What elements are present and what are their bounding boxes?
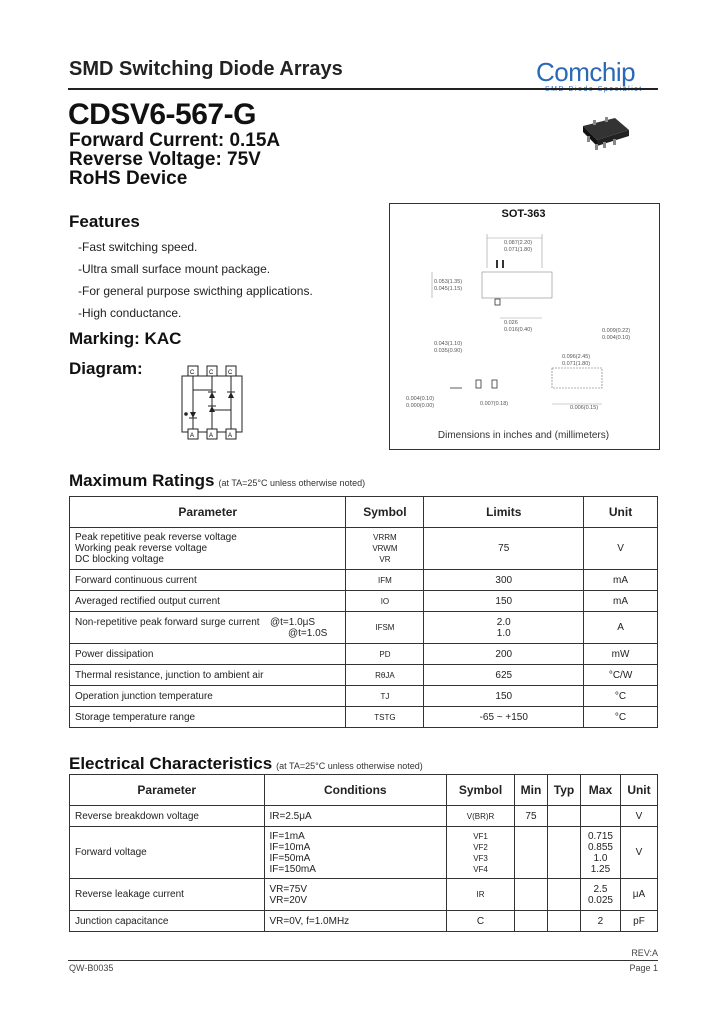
symbol-cell: TSTG <box>346 707 424 728</box>
column-header: Symbol <box>447 775 515 806</box>
table-row <box>70 665 658 686</box>
column-header: Parameter <box>70 497 346 528</box>
max-ratings-table <box>69 496 658 728</box>
unit-cell: °C <box>584 686 658 707</box>
diode-array-diagram <box>176 364 248 444</box>
column-header: Unit <box>620 775 657 806</box>
part-number: CDSV6-567-G <box>68 98 256 131</box>
spec-reverse-voltage: Reverse Voltage: 75V <box>69 149 261 170</box>
condition-cell: IR=2.5μA <box>264 806 447 827</box>
header-rule <box>68 88 658 90</box>
marking-label: Marking: KAC <box>69 329 182 348</box>
table-row <box>70 879 658 911</box>
dimension-label: 0.016(0.40) <box>504 327 533 333</box>
package-title: SOT-363 <box>501 208 546 220</box>
pin-label: A <box>209 433 214 439</box>
package-chip-icon <box>575 108 635 158</box>
column-header: Max <box>580 775 620 806</box>
column-header: Parameter <box>70 775 265 806</box>
unit-cell: °C/W <box>584 665 658 686</box>
column-header: Limits <box>424 497 584 528</box>
max-cell <box>580 806 620 827</box>
condition-cell: VR=75V VR=20V <box>264 879 447 911</box>
symbol-cell: IFM <box>346 570 424 591</box>
min-cell <box>515 911 548 932</box>
package-dimension-drawing <box>392 228 656 418</box>
document-number: QW-B0035 <box>69 963 114 973</box>
unit-cell: mW <box>584 644 658 665</box>
limit-cell: 150 <box>424 686 584 707</box>
spec-forward-current: Forward Current: 0.15A <box>69 130 281 151</box>
min-cell <box>515 879 548 911</box>
limit-cell: 2.0 1.0 <box>424 612 584 644</box>
unit-cell: V <box>620 806 657 827</box>
unit-cell: μA <box>620 879 657 911</box>
parameter-cell: Forward continuous current <box>70 570 346 591</box>
symbol-cell: IO <box>346 591 424 612</box>
dimension-label: 0.007(0.18) <box>480 401 509 407</box>
column-header: Conditions <box>264 775 447 806</box>
limit-cell: 625 <box>424 665 584 686</box>
column-header: Unit <box>584 497 658 528</box>
symbol-cell: VF1 VF2 VF3 VF4 <box>447 827 515 879</box>
spec-rohs: RoHS Device <box>69 168 188 189</box>
parameter-cell: Power dissipation <box>70 644 346 665</box>
dimension-label: 0.004(0.10) <box>602 335 631 341</box>
table-row <box>70 827 658 879</box>
dimension-label: 0.087(2.20) <box>504 240 533 246</box>
column-header: Min <box>515 775 548 806</box>
table-row <box>70 591 658 612</box>
unit-cell: mA <box>584 591 658 612</box>
symbol-cell: C <box>447 911 515 932</box>
typ-cell <box>547 879 580 911</box>
column-header: Symbol <box>346 497 424 528</box>
typ-cell <box>547 806 580 827</box>
condition-cell: IF=1mA IF=10mA IF=50mA IF=150mA <box>264 827 447 879</box>
elec-note: (at TA=25°C unless otherwise noted) <box>276 761 423 771</box>
pin-label: C <box>228 370 233 376</box>
table-row <box>70 570 658 591</box>
parameter-cell: Thermal resistance, junction to ambient air <box>70 665 346 686</box>
max-ratings-note: (at TA=25°C unless otherwise noted) <box>218 478 366 488</box>
parameter-cell: Non-repetitive peak forward surge current @t=1.0μS @t=1.0S <box>70 612 346 644</box>
dimension-label: 0.043(1.10) <box>434 341 463 347</box>
column-header: Typ <box>547 775 580 806</box>
limit-cell: -65 ~ +150 <box>424 707 584 728</box>
unit-cell: mA <box>584 570 658 591</box>
dimension-label: 0.053(1.35) <box>434 279 463 285</box>
symbol-cell: PD <box>346 644 424 665</box>
limit-cell: 200 <box>424 644 584 665</box>
feature-item: -Ultra small surface mount package. <box>78 262 271 276</box>
table-row <box>70 644 658 665</box>
dimension-label: 0.009(0.22) <box>602 328 631 334</box>
parameter-cell: Averaged rectified output current <box>70 591 346 612</box>
table-row <box>70 612 658 644</box>
feature-item: -For general purpose swicthing applications. <box>78 284 313 298</box>
feature-item: -High conductance. <box>78 306 182 320</box>
symbol-cell: IR <box>447 879 515 911</box>
parameter-cell: Reverse leakage current <box>70 879 265 911</box>
min-cell: 75 <box>515 806 548 827</box>
elec-title: Electrical Characteristics <box>69 754 273 773</box>
symbol-cell: V(BR)R <box>447 806 515 827</box>
category-title: SMD Switching Diode Arrays <box>69 58 343 80</box>
page-number: Page 1 <box>629 963 658 973</box>
dimension-label: 0.096(2.45) <box>562 354 591 360</box>
max-cell: 2 <box>580 911 620 932</box>
unit-cell: V <box>584 528 658 570</box>
condition-cell: VR=0V, f=1.0MHz <box>264 911 447 932</box>
dimension-label: 0.000(0.00) <box>406 403 435 409</box>
limit-cell: 75 <box>424 528 584 570</box>
dimension-label: 0.004(0.10) <box>406 396 435 402</box>
symbol-cell: TJ <box>346 686 424 707</box>
parameter-cell: Operation junction temperature <box>70 686 346 707</box>
parameter-cell: Peak repetitive peak reverse voltage Working peak reverse voltage DC blocking voltage <box>70 528 346 570</box>
table-row <box>70 528 658 570</box>
max-cell: 2.5 0.025 <box>580 879 620 911</box>
elec-char-table <box>69 774 658 932</box>
table-row <box>70 686 658 707</box>
max-ratings-heading <box>69 471 365 491</box>
elec-heading <box>69 754 423 774</box>
dimension-label: 0.071(1.80) <box>562 361 591 367</box>
features-heading: Features <box>69 212 140 231</box>
typ-cell <box>547 827 580 879</box>
table-row <box>70 806 658 827</box>
limit-cell: 300 <box>424 570 584 591</box>
footer-rule <box>68 960 658 961</box>
pin-label: A <box>190 433 195 439</box>
table-header-row <box>70 775 658 806</box>
typ-cell <box>547 911 580 932</box>
parameter-cell: Junction capacitance <box>70 911 265 932</box>
symbol-cell: RθJA <box>346 665 424 686</box>
pin-label: C <box>190 370 195 376</box>
dimension-label: 0.006(0.15) <box>570 405 599 411</box>
brand-logo: Comchip <box>536 57 636 87</box>
pin-label: A <box>228 433 233 439</box>
package-caption: Dimensions in inches and (millimeters) <box>437 430 610 441</box>
dimension-label: 0.026 <box>504 320 518 326</box>
dimension-label: 0.035(0.90) <box>434 348 463 354</box>
diagram-heading: Diagram: <box>69 359 143 378</box>
revision-label: REV:A <box>631 948 658 958</box>
symbol-cell: IFSM <box>346 612 424 644</box>
max-cell: 0.715 0.855 1.0 1.25 <box>580 827 620 879</box>
max-ratings-title: Maximum Ratings <box>69 471 215 490</box>
dimension-label: 0.045(1.15) <box>434 286 463 292</box>
table-header-row <box>70 497 658 528</box>
limit-cell: 150 <box>424 591 584 612</box>
parameter-cell: Storage temperature range <box>70 707 346 728</box>
feature-item: -Fast switching speed. <box>78 240 198 254</box>
parameter-cell: Reverse breakdown voltage <box>70 806 265 827</box>
table-row <box>70 911 658 932</box>
unit-cell: V <box>620 827 657 879</box>
dimension-label: 0.071(1.80) <box>504 247 533 253</box>
unit-cell: °C <box>584 707 658 728</box>
min-cell <box>515 827 548 879</box>
symbol-cell: VRRM VRWM VR <box>346 528 424 570</box>
unit-cell: pF <box>620 911 657 932</box>
parameter-cell: Forward voltage <box>70 827 265 879</box>
pin-label: C <box>209 370 214 376</box>
table-row <box>70 707 658 728</box>
unit-cell: A <box>584 612 658 644</box>
